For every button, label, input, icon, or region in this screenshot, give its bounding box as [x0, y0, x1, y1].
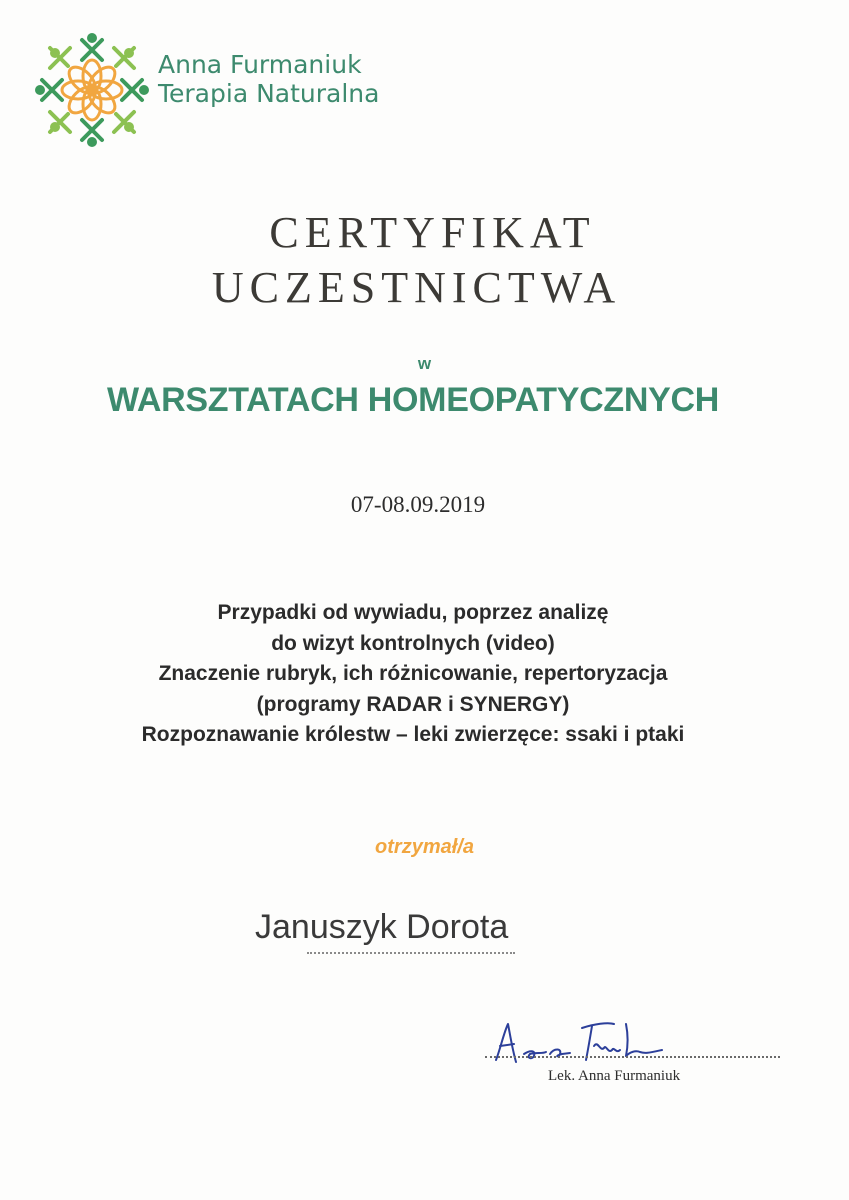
event-date: 07-08.09.2019 — [350, 492, 486, 517]
recipient-dotted-line — [307, 952, 515, 954]
certificate-title-line-2: UCZESTNICTWA — [211, 263, 622, 312]
workshop-name: WARSZTATACH HOMEOPATYCZNYCH — [106, 381, 720, 419]
topic-line: Znaczenie rubryk, ich różnicowanie, repertoryzacja — [158, 662, 668, 685]
handwritten-signature — [490, 1010, 690, 1072]
topic-line: Rozpoznawanie królestw – leki zwierzęce: ssaki i ptaki — [141, 723, 685, 746]
topics-list — [0, 598, 826, 751]
signature-dotted-line — [485, 1056, 780, 1058]
certificate-title-line-1: CERTYFIKAT — [269, 208, 596, 257]
brand-name — [158, 50, 379, 108]
brand-line-1: Anna Furmaniuk — [158, 50, 362, 79]
signatory-name: Lek. Anna Furmaniuk — [548, 1068, 681, 1084]
logo-mandala-icon — [34, 32, 150, 148]
received-label: otrzymał/a — [375, 836, 474, 858]
topic-line: (programy RADAR i SYNERGY) — [256, 692, 570, 716]
connector-word: w — [417, 354, 432, 373]
recipient-name: Januszyk Dorota — [255, 908, 509, 946]
brand-line-2: Terapia Naturalna — [158, 79, 380, 108]
topic-line: do wizyt kontrolnych (video) — [271, 631, 555, 655]
topic-line: Przypadki od wywiadu, poprzez analizę — [217, 601, 609, 624]
